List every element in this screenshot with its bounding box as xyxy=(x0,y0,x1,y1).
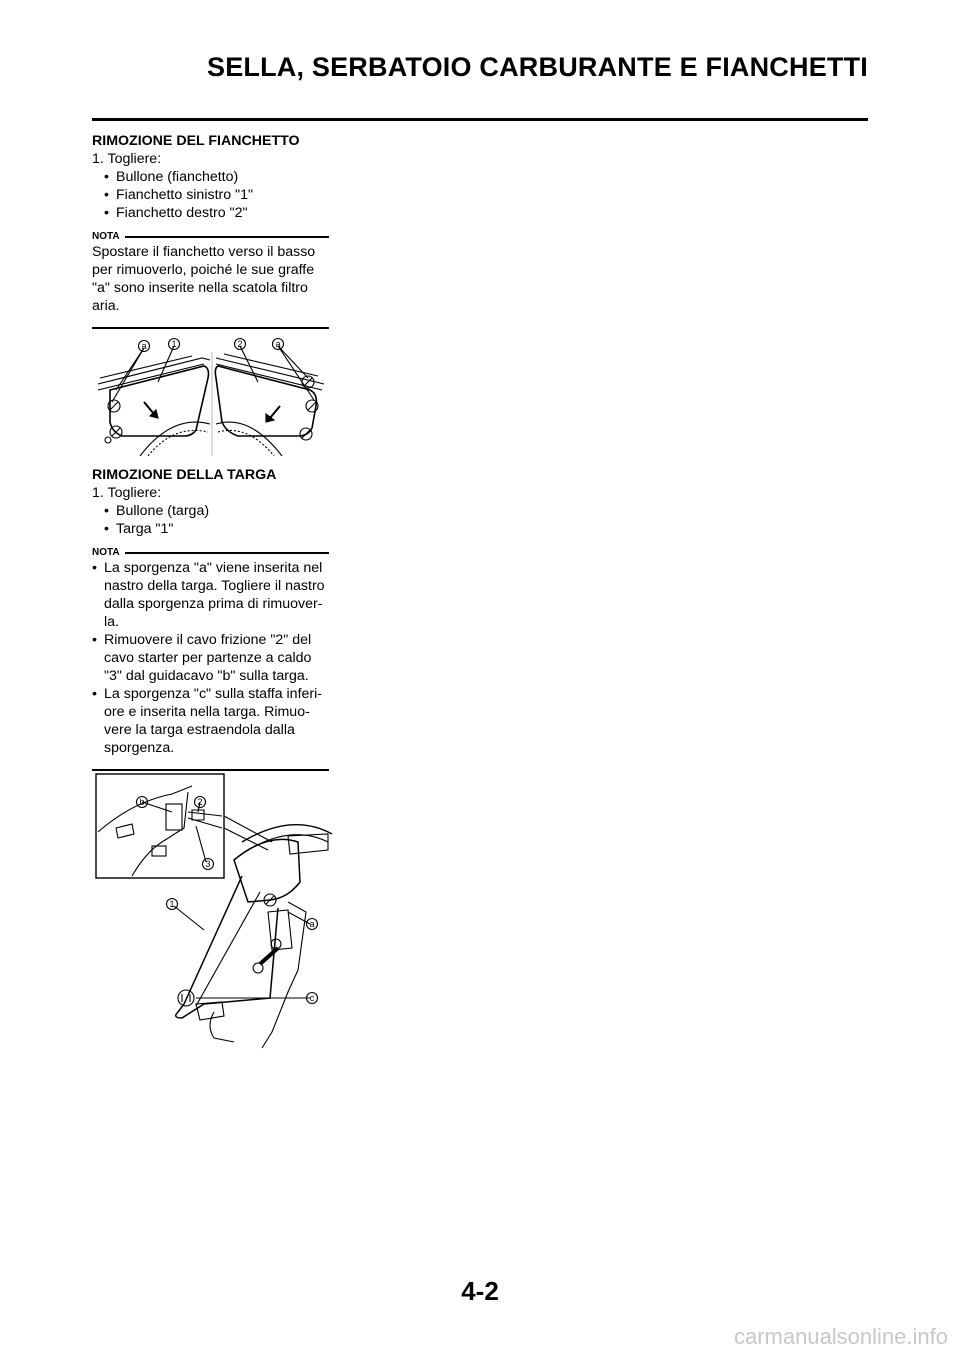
nota-box xyxy=(92,548,329,771)
nota-bullet xyxy=(92,631,329,685)
callout-a-right: a xyxy=(275,339,281,349)
page-title: SELLA, SERBATOIO CARBURANTE E FIANCHETTI xyxy=(206,52,868,82)
nota-bullet xyxy=(92,685,329,757)
list-item: • Targa "1" xyxy=(92,520,329,538)
nota-end-rule xyxy=(92,327,329,329)
nota-label: NOTA xyxy=(92,232,329,242)
nota-bullet xyxy=(92,559,329,631)
nota-label: NOTA xyxy=(92,548,329,558)
callout-3: 3 xyxy=(205,859,211,869)
callout-2: 2 xyxy=(237,339,243,349)
step-remove: 1. Togliere: xyxy=(92,485,162,501)
step-remove: 1. Togliere: xyxy=(92,151,162,167)
side-cover-figure xyxy=(92,332,332,456)
nota-box xyxy=(92,232,329,329)
callout-1: 1 xyxy=(169,899,175,909)
watermark: carmanualsonline.info xyxy=(733,1324,948,1349)
number-plate-figure xyxy=(92,772,336,1050)
nota-text xyxy=(92,243,329,315)
nota-line: "a" sono inserite nella scatola filtro xyxy=(92,280,308,296)
nota-line: • La sporgenza "c" sulla staffa inferi- xyxy=(104,686,323,702)
nota-line: per rimuoverlo, poiché le sue graffe xyxy=(92,262,315,278)
nota-line: vere la targa estraendola dalla xyxy=(104,722,295,738)
nota-line: • La sporgenza "a" viene inserita nel xyxy=(104,560,323,576)
section-side-cover xyxy=(92,132,329,329)
list-item: • Bullone (targa) xyxy=(92,502,329,520)
section-heading: RIMOZIONE DEL FIANCHETTO xyxy=(92,133,300,149)
nota-line: "3" dal guidacavo "b" sulla targa. xyxy=(104,668,309,684)
callout-b: b xyxy=(139,797,145,807)
list-item: • Bullone (fianchetto) xyxy=(92,168,329,186)
nota-end-rule xyxy=(92,769,329,771)
callout-1: 1 xyxy=(171,339,177,349)
callout-a: a xyxy=(309,919,315,929)
nota-line: sporgenza. xyxy=(104,740,175,756)
callout-c: c xyxy=(309,993,315,1003)
section-heading: RIMOZIONE DELLA TARGA xyxy=(92,467,277,483)
title-rule xyxy=(92,118,868,121)
list-item: • Fianchetto sinistro "1" xyxy=(92,186,329,204)
nota-line: aria. xyxy=(92,298,120,314)
nota-text xyxy=(92,559,329,757)
nota-line: nastro della targa. Togliere il nastro xyxy=(104,578,325,594)
nota-line: cavo starter per partenze a caldo xyxy=(104,650,312,666)
nota-line: Spostare il fianchetto verso il basso xyxy=(92,244,316,260)
nota-line: dalla sporgenza prima di rimuover- xyxy=(104,596,323,612)
section-number-plate xyxy=(92,466,329,771)
nota-line: la. xyxy=(104,614,119,630)
callout-a-left: a xyxy=(141,341,147,351)
nota-line: ore e inserita nella targa. Rimuo- xyxy=(104,704,310,720)
list-item: • Fianchetto destro "2" xyxy=(92,204,329,222)
page-number: 4-2 xyxy=(461,1276,499,1306)
nota-line: • Rimuovere il cavo frizione "2" del xyxy=(104,632,312,648)
callout-2: 2 xyxy=(197,797,203,807)
